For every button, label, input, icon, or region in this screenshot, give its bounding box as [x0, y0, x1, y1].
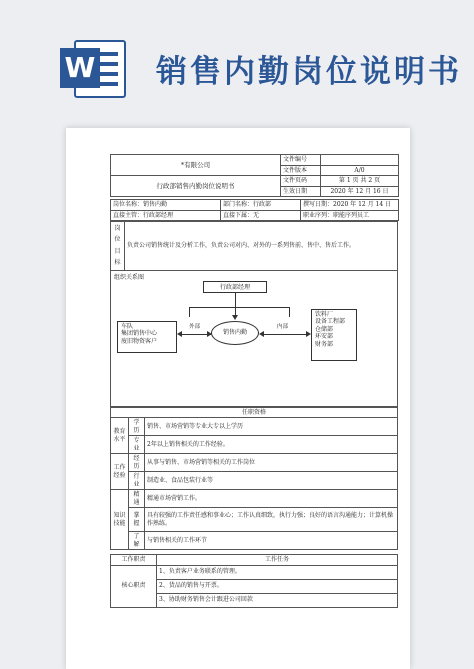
- qualifications-title: 任职资格: [111, 407, 398, 418]
- qual-sub-label: 精通: [129, 490, 145, 508]
- org-internal-label: 内部: [277, 323, 289, 330]
- meta-label: 文件编号: [281, 155, 321, 166]
- org-right-item: 环安部: [315, 333, 334, 341]
- qual-sub-label: 行业: [129, 472, 145, 490]
- qual-group-label: 知识技能: [111, 490, 129, 550]
- direct-superior: 直接主管：行政部经理: [111, 210, 221, 221]
- meta-label: 生效日期: [281, 186, 321, 197]
- meta-label: 文件版本: [281, 165, 321, 176]
- qual-sub-label: 学历: [129, 418, 145, 436]
- org-right-item: 设备工程部: [315, 318, 346, 326]
- org-center-label: 销售内勤: [222, 328, 247, 336]
- job-description-form: [110, 154, 398, 608]
- meta-value: 2020 年 12 月 16 日: [321, 186, 399, 197]
- word-document-icon: [60, 38, 130, 98]
- org-center-ellipse: [211, 321, 259, 345]
- org-top-box: [203, 281, 267, 293]
- duties-col-header: 工作任务: [157, 555, 398, 566]
- qual-text: 从事与销售、市场营销等相关的工作岗位: [145, 454, 398, 472]
- org-chart-label: 组织关系图: [114, 273, 145, 281]
- org-top-label: 行政部经理: [219, 283, 250, 291]
- qual-text: 精通市场营销工作。: [145, 490, 398, 508]
- org-left-item: 集团销售中心: [121, 330, 158, 338]
- company-name: *有限公司: [111, 155, 281, 176]
- qual-sub-label: 掌握: [129, 508, 145, 532]
- org-left-box: [117, 321, 177, 353]
- duty-item: 2、货品的销售与开票。: [157, 579, 398, 593]
- qual-sub-label: 经历: [129, 454, 145, 472]
- duties-group-label: 核心职责: [111, 565, 157, 607]
- qual-text: 制造业、食品包装行业等: [145, 472, 398, 490]
- meta-value: A/0: [321, 165, 399, 176]
- org-chart: [110, 271, 398, 407]
- org-left-item: 车队: [121, 322, 134, 330]
- org-external-label: 外部: [189, 323, 201, 330]
- org-right-box: [311, 309, 357, 361]
- meta-label: 文件页码: [281, 176, 321, 187]
- document-page: [66, 128, 410, 669]
- duty-item: 3、协助财务销售会计跟进公司回款: [157, 593, 398, 607]
- qual-sub-label: 专业: [129, 436, 145, 454]
- purpose-text: 负责公司销售统计及分析工作，负责公司对内、对外的一系列售前、售中、售后工作。: [125, 222, 398, 271]
- org-left-item: 废旧物资客户: [121, 337, 158, 345]
- qual-group-label: 教育水平: [111, 418, 129, 454]
- qual-group-label: 工作经验: [111, 454, 129, 490]
- qual-text: 与销售相关的工作环节: [145, 532, 398, 550]
- promotion-path: 职业序列：职能序列员工: [301, 210, 399, 221]
- purpose-table: [110, 221, 398, 271]
- banner-title: 销售内勤岗位说明书: [156, 54, 462, 90]
- duty-item: 1、负责客户业务联系的管理。: [157, 565, 398, 579]
- org-right-item: 饮料厂: [315, 310, 334, 318]
- word-logo-tile: W: [60, 48, 100, 88]
- header-banner: [0, 0, 474, 112]
- direct-subordinate: 直接下属：无: [221, 210, 301, 221]
- org-right-item: 仓储部: [315, 325, 334, 333]
- qual-text: 2年以上销售相关的工作经验。: [145, 436, 398, 454]
- post-info-table: [110, 199, 399, 221]
- qual-text: 具有较强的工作责任感和事业心；工作认真细致，执行力强；良好的语言沟通能力；计算机操作熟练。: [145, 508, 398, 532]
- qualifications-table: [110, 407, 398, 551]
- document-title: 行政部销售内勤岗位说明书: [111, 176, 281, 197]
- meta-value: [321, 155, 399, 166]
- qual-sub-label: 了解: [129, 532, 145, 550]
- department-name: 部门名称：行政部: [221, 200, 301, 211]
- post-name: 岗位名称：销售内勤: [111, 200, 221, 211]
- write-date: 撰写日期：2020 年 12 月 14 日: [301, 200, 399, 211]
- meta-value: 第 1 页 共 2 页: [321, 176, 399, 187]
- org-right-item: 财务部: [315, 340, 334, 348]
- header-table: [110, 154, 399, 197]
- qual-text: 销售、市场营销等专业大专以上学历: [145, 418, 398, 436]
- purpose-label: 岗位目标: [111, 222, 125, 271]
- duties-table: [110, 554, 398, 608]
- duties-col-header: 工作职责: [111, 555, 157, 566]
